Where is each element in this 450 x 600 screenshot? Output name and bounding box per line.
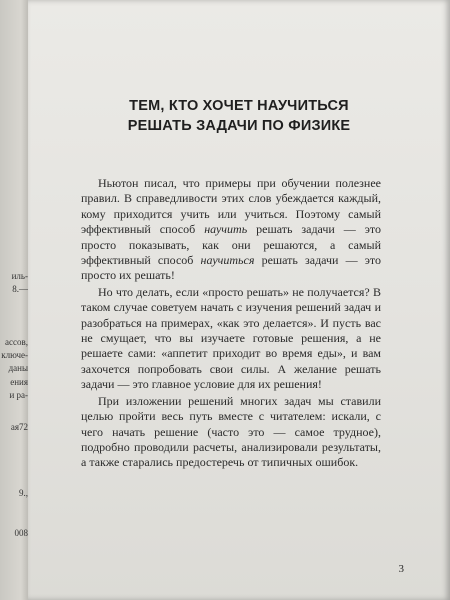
paragraph-text: Ньютон писал, что примеры при обучении полезнее правил. В справедливости этих слов убеждается каждый, кому приходится учить или учиться. Поэтому самый эффективный способ: [81, 176, 381, 237]
paragraph-2: Но что делать, если «просто решать» не получается? В таком случае советуем начать с изучения решений задач и разобраться на примерах, «как это делается». И пусть вас не смущает, что вы изучаете готовые решения, а не решаете сами: «аппетит приходит во время еды», и вам захочется попробовать свои силы. А желание решать задачи — это главное условие для их решения!: [81, 284, 381, 392]
emphasis-text: научиться: [200, 253, 255, 268]
book-page: [28, 0, 450, 600]
margin-fragment: и ра-: [9, 390, 28, 400]
paragraph-3: При изложении решений многих задач мы ставили целью пройти весь путь вместе с читателем: искали, с чего начать решение (часто это — самое трудное), подробно проводили расчеты, анализировали результаты, а также старались предостеречь от типичных ошибок.: [81, 393, 381, 470]
margin-fragment: иль-: [11, 271, 28, 281]
margin-fragment: ая72: [10, 422, 28, 432]
adjacent-page-edge: [0, 0, 30, 600]
page-number: 3: [398, 563, 404, 575]
page-title: [28, 96, 450, 136]
margin-fragment: 9.,: [19, 488, 28, 498]
paragraph-text: решать задачи — это просто их решать!: [81, 253, 381, 283]
margin-fragment: ения: [10, 377, 28, 387]
margin-fragment: ключе-: [1, 350, 28, 360]
margin-fragment: ассов,: [5, 337, 28, 347]
margin-fragment: 8.—: [12, 284, 28, 294]
title-line-2: РЕШАТЬ ЗАДАЧИ ПО ФИЗИКЕ: [127, 118, 351, 134]
paragraph-1: [81, 176, 381, 284]
margin-fragment: даны: [8, 363, 28, 373]
title-line-1: ТЕМ, КТО ХОЧЕТ НАУЧИТЬСЯ: [129, 98, 349, 114]
emphasis-text: научить: [204, 222, 248, 237]
paragraph-text: решать задачи — это просто показывать, как они решаются, а самый эффективный способ: [81, 222, 381, 268]
body-text: [81, 176, 381, 471]
margin-fragment: 008: [14, 528, 28, 538]
